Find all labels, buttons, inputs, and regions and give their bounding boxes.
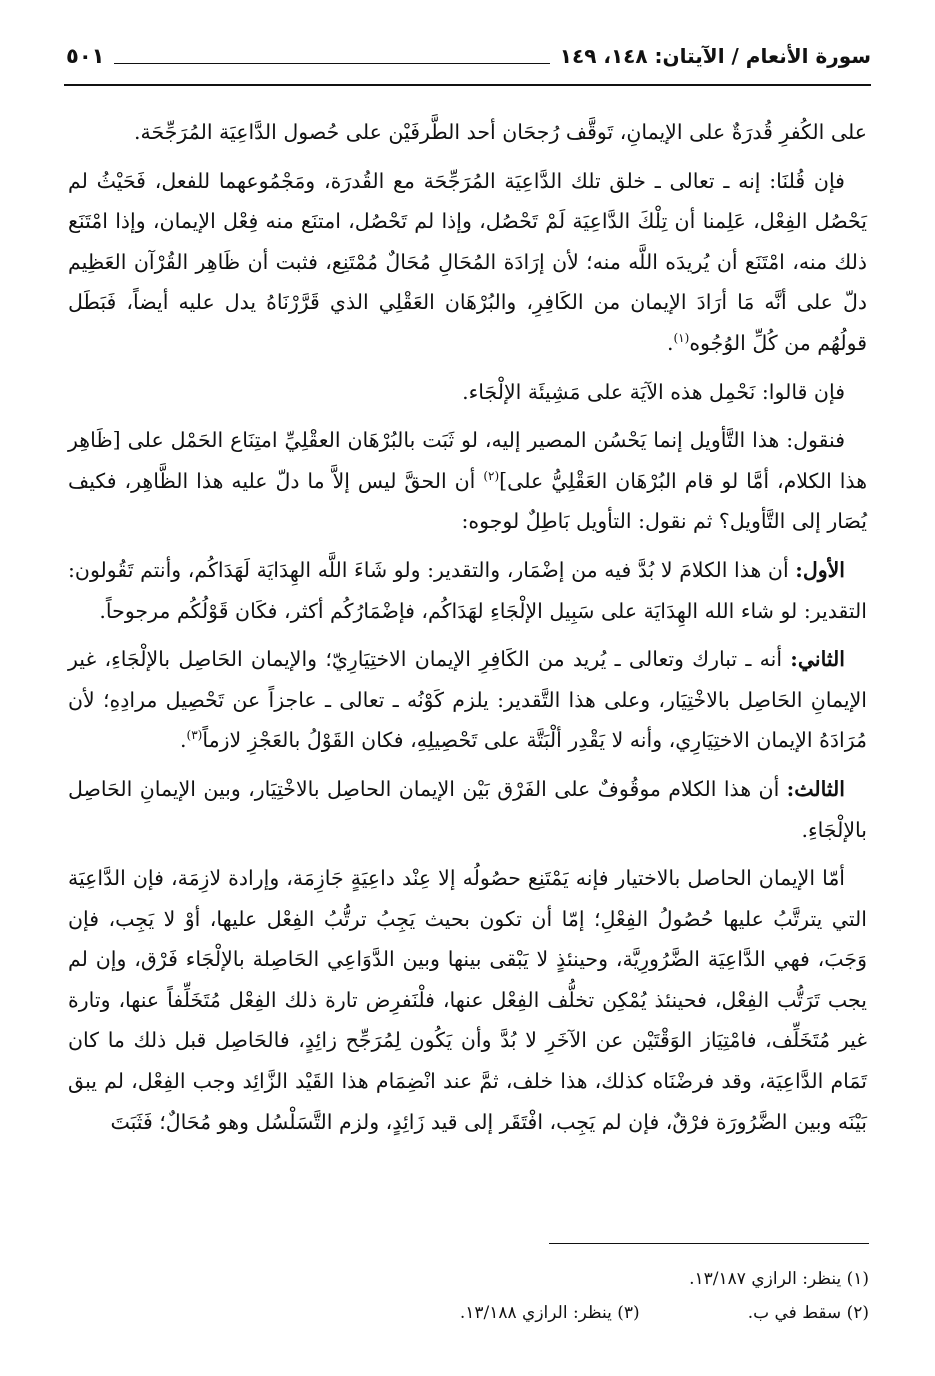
paragraph-lead: الثالث:: [786, 776, 845, 801]
running-title: سورة الأنعام / الآيتان: ١٤٨، ١٤٩: [559, 44, 871, 68]
header-leader-line: [114, 49, 549, 64]
paragraph-first-reason: [68, 550, 867, 631]
paragraph-4: [68, 420, 867, 542]
paragraph-text: أن هذا الكلام موقُوفٌ على الفَرْق بَيْن الإيمان الحاصِل بالاخْتِيَار، وبين الإيمانِ الحَاصِل بالإلْجَاءِ.: [68, 776, 867, 842]
paragraph-text: أمّا الإيمان الحاصل بالاختيار فإنه يَمْتَنِع حصُولُه إلا عِنْد داعِيَةٍ جَازِمَة، وإرادة لازِمَة، فإن الدَّاعِيَة التي يترتَّبُ عليها حُصُولُ الفِعْلِ؛ إمّا أن تكون بحيث يَجِبُ ترتُّبُ الفِعْل عليها، أوْ لا يَجِب، فإن وَجَبَ، فهي الدَّاعِيَة الضَّرُورِيَّة، وحينئذٍ لا يَبْقى بينها وبين الدَّوَاعِي الحَاصِلة بالإلْجَاء فَرْق، وإن لم يجب تَرَتُّب الفِعْل، فحينئذ يُمْكِن تخلُّف الفِعْل عنها، فلْنَفرِض تارة ذلك الفِعْل مُتَخَلِّفاً عنها، وتارة غير مُتَخَلِّف، فامْتِيَاز الوَقْتَيْن عن الآخَرِ لا بُدَّ وأن يَكُون لِمُرَجِّح زائِدٍ، فالحَاصِل قبل ذلك ما كان تَمَام الدَّاعِيَة، وقد فرضْنَاه كذلك، هذا خلف، ثمَّ عند انْضِمَام هذا القَيْد الزَّائِد وجب الفِعْل، لم يبق بَيْنَه وبين الضَّرُورَة فرْقٌ، فإن لم يَجِب، افْتَقَر إلى قيد زَائِدٍ، ولزم التَّسَلْسُل وهو مُحَالٌ؛ فَثَبَتَ: [68, 866, 867, 1134]
page-number: ٥٠١: [66, 44, 105, 68]
paragraph-lead: الثاني:: [790, 647, 845, 672]
paragraph-lead: الأول:: [795, 557, 845, 582]
footnote-gap: [640, 1296, 748, 1330]
paragraph-3: [68, 372, 867, 413]
paragraph-8: [68, 858, 867, 1142]
footnote-row: [66, 1296, 869, 1330]
paragraph-second-reason: الثاني: أنه ـ تبارك وتعالى ـ يُريد من الكَافِرِ الإيمان الاختِيَارِيّ؛ والإيمان الحَاصِل بالإلْجَاءِ، غير الإيمانِ الحَاصِل بالاخْتِيَار، وعلى هذا التَّقدير: يلزم كَوْنُه ـ تعالى ـ عاجزاً عن تَحْصِيل مرادِهِ؛ لأن مُرَادَهُ الإيمان الاختِيَارِي، وأنه لا يَقْدِر ألْبَتَّة على تَحْصِيلِهِ، فكان القَوْلُ بالعَجْزِ لازماً$^{(٣)}$.: [68, 647, 867, 753]
paragraph-text: أنه ـ تبارك وتعالى ـ يُريد من الكَافِرِ الإيمان الاختِيَارِيّ؛ والإيمان الحَاصِل بالإلْجَاءِ، غير الإيمانِ الحَاصِل بالاخْتِيَار، وعلى هذا التَّقدير: يلزم كَوْنُه ـ تعالى ـ عاجزاً عن تَحْصِيل مرادِهِ؛ لأن مُرَادَهُ الإيمان الاختِيَارِي، وأنه لا يَقْدِر ألْبَتَّة على تَحْصِيلِهِ، فكان القَوْلُ بالعَجْزِ لازماً: [68, 647, 867, 753]
paragraph-text: فإن قُلنَا: إنه ـ تعالى ـ خلق تلك الدَّاعِيَة المُرَجِّحَة مع القُدرَة، ومَجْمُوعهما للفعل، فَحَيْثُ لم يَحْصُل الفِعْل، عَلِمنا أن تِلْكَ الدَّاعِيَة لَمْ تَحْصُل، وإذا لم تَحْصُل، امتنَع منه فِعْل الإيمان، وإذا امْتَنَع ذلك منه، امْتَنَع أن يُريدَه اللَّه منه؛ لأن إرَادَة المُحَالِ مُحَالٌ مُمْتَنِع، فثبت أن ظَاهِر القُرْآن العَظِيم دلّ على أنَّه مَا أرَادَ الإيمان من الكَافِرِ، والبُرْهَان العَقْلِي الذي قَرَّرْنَاهُ يدل عليه أيضاً، فَبَطَل قولُهُم من كُلِّ الوُجُوه: [68, 168, 867, 355]
footnote-ref-2[interactable]: (٢): [483, 468, 500, 483]
footnote-3: (٣) ينظر: الرازي ١٣/١٨٨.: [459, 1303, 640, 1323]
paragraph-text-continued: أن الحقَّ ليس إلاَّ ما دلّ عليه هذا الظَّاهِر، فكيف يُصَار إلى التَّأويل؟ ثم نقول: التأويل بَاطِلٌ لوجوه:: [68, 468, 867, 534]
footnote-ref-3[interactable]: (٣): [186, 728, 203, 743]
footnote-row: [66, 1262, 869, 1296]
paragraph-text: فإن قالوا: نَحْمِل هذه الآيَة على مَشِيئَة الإلْجَاء.: [462, 379, 845, 404]
running-header: [66, 36, 871, 76]
paragraph-1: [68, 112, 867, 153]
paragraph-text: فنقول: هذا التَّأويل إنما يَحْسُن المصير إليه، لو ثَبَت بالبُرْهَان العقْلِيِّ امتِنَاع الحَمْل على [ظَاهِر هذا الكلام، أمَّا لو قام البُرْهَان العَقْلِيُّ على]: [68, 428, 867, 493]
footnote-1: (١) ينظر: الرازي ١٣/١٨٧.: [689, 1269, 869, 1289]
paragraph-text: أن هذا الكلامَ لا بُدَّ فيه من إضْمَار، والتقدير: ولو شَاءَ اللَّه الهِدَايَة لَهَدَاكُم، وأنتم تَقُولون: التقدير: لو شاء الله الهِدَايَة على سَبِيل الإلْجَاءِ لهَدَاكُم، فإضْمَارُكُم أكثر، فكَان قَوْلُكُم مرجوحاً.: [68, 557, 867, 623]
paragraph-2: فإن قُلنَا: إنه ـ تعالى ـ خلق تلك الدَّاعِيَة المُرَجِّحَة مع القُدرَة، ومَجْمُوعهما للفعل، فَحَيْثُ لم يَحْصُل الفِعْل، عَلِمنا أن تِلْكَ الدَّاعِيَة لَمْ تَحْصُل، وإذا لم تَحْصُل، امتنَع منه فِعْل الإيمان، وإذا امْتَنَع ذلك منه، امْتَنَع أن يُريدَه اللَّه منه؛ لأن إرَادَة المُحَالِ مُحَالٌ مُمْتَنِع، فثبت أن ظَاهِر القُرْآن العَظِيم دلّ على أنَّه مَا أرَادَ الإيمان من الكَافِرِ، والبُرْهَان العَقْلِي الذي قَرَّرْنَاهُ يدل عليه أيضاً، فَبَطَل قولُهُم من كُلِّ الوُجُوه$^{(١)}$.: [68, 168, 867, 355]
header-rule: [64, 84, 871, 86]
footnote-2: (٢) سقط في ب.: [747, 1303, 869, 1323]
main-text: [68, 112, 867, 1150]
footnotes: [66, 1262, 869, 1330]
footnote-separator: [549, 1243, 869, 1244]
paragraph-third-reason: [68, 769, 867, 850]
paragraph-text: على الكُفرِ قُدرَةٌ على الإيمانِ، تَوقَّف رُجحَان أحد الطَّرفَيْن على حُصول الدَّاعِيَة المُرَجِّحَة.: [134, 120, 867, 144]
footnote-ref-1[interactable]: (١): [673, 331, 690, 346]
